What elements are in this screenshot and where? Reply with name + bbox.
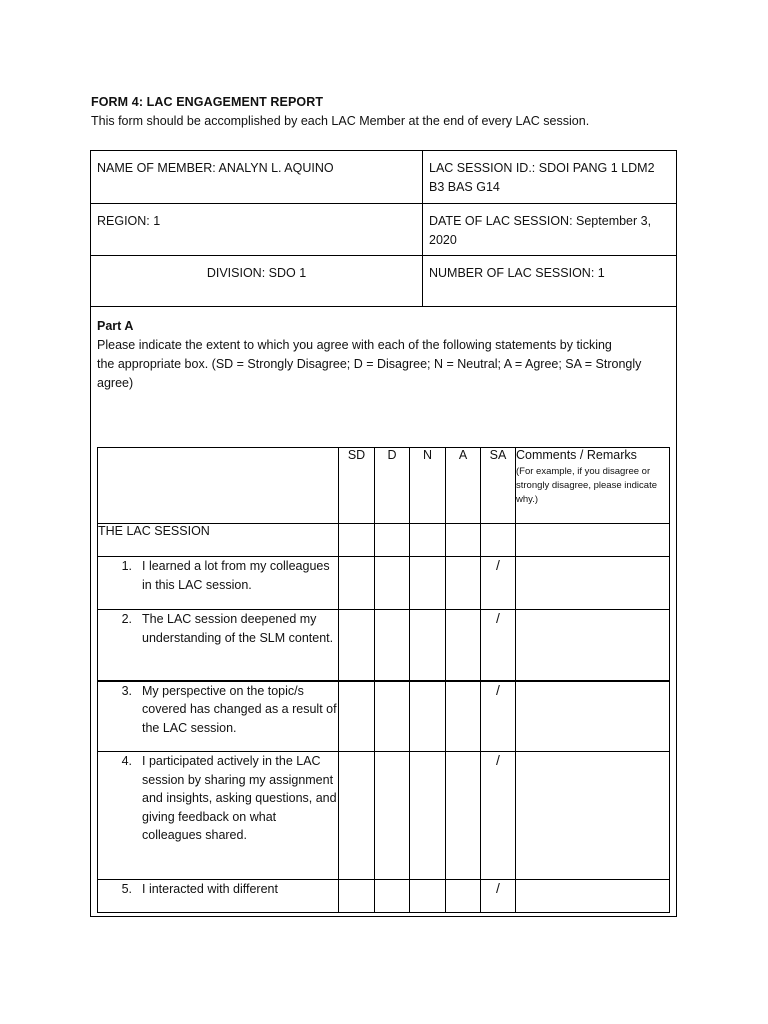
statement-cell	[98, 752, 339, 880]
info-row-1	[91, 151, 676, 204]
table-row	[98, 557, 670, 610]
tick-mark: /	[481, 752, 516, 880]
item-text: I learned a lot from my colleagues in this LAC session.	[142, 559, 330, 592]
section-row	[98, 524, 670, 557]
statement-cell	[98, 681, 339, 752]
rating-table	[97, 447, 670, 913]
rating-cell	[375, 610, 410, 681]
tick-mark: /	[481, 880, 516, 913]
part-a-title: Part A	[97, 319, 134, 333]
rating-cell	[410, 524, 446, 557]
rating-cell	[339, 557, 375, 610]
rating-cell	[339, 880, 375, 913]
rating-cell	[375, 681, 410, 752]
form-instructions: This form should be accomplished by each LAC Member at the end of every LAC session.	[91, 114, 590, 128]
table-row	[98, 610, 670, 681]
scale-header-n: N	[410, 448, 446, 524]
remarks-cell	[516, 610, 670, 681]
rating-cell	[446, 557, 481, 610]
table-row	[98, 681, 670, 752]
section-label: THE LAC SESSION	[98, 524, 339, 557]
tick-mark: /	[481, 681, 516, 752]
region-field: REGION: 1	[91, 204, 423, 255]
remarks-cell	[516, 880, 670, 913]
item-number: 5.	[121, 882, 132, 896]
form-title: FORM 4: LAC ENGAGEMENT REPORT	[91, 95, 324, 109]
rating-cell	[339, 752, 375, 880]
table-row	[98, 880, 670, 913]
scale-header-sa: SA	[481, 448, 516, 524]
session-date-field: DATE OF LAC SESSION: September 3, 2020	[429, 214, 652, 247]
division-field: DIVISION: SDO 1	[91, 256, 423, 306]
item-text: The LAC session deepened my understanding of the SLM content.	[142, 612, 334, 645]
rating-cell	[410, 752, 446, 880]
remarks-cell	[516, 524, 670, 557]
item-text: I participated actively in the LAC session by sharing my assignment and insights, asking questions, and giving feedback on what colleagues shared.	[142, 754, 337, 842]
item-text: I interacted with different	[142, 882, 278, 896]
member-name-field: NAME OF MEMBER: ANALYN L. AQUINO	[91, 151, 423, 203]
table-row	[98, 752, 670, 880]
remarks-title: Comments / Remarks	[516, 448, 637, 462]
statement-cell	[98, 557, 339, 610]
item-number: 2.	[121, 612, 132, 626]
item-number: 4.	[121, 754, 132, 768]
session-number-field: NUMBER OF LAC SESSION: 1	[429, 266, 605, 280]
item-number: 1.	[121, 559, 132, 573]
info-row-3	[91, 256, 676, 307]
scale-header-a: A	[446, 448, 481, 524]
remarks-cell	[516, 681, 670, 752]
rating-cell	[375, 557, 410, 610]
statement-header-cell	[98, 448, 339, 524]
scale-header-d: D	[375, 448, 410, 524]
part-a-section	[97, 317, 657, 393]
info-row-2	[91, 204, 676, 256]
session-id-field: LAC SESSION ID.: SDOI PANG 1 LDM2 B3 BAS G14	[429, 161, 655, 194]
rating-cell	[446, 752, 481, 880]
rating-cell	[375, 880, 410, 913]
rating-cell	[446, 681, 481, 752]
rating-cell	[446, 610, 481, 681]
rating-cell	[339, 524, 375, 557]
rating-cell	[446, 524, 481, 557]
scale-header-sd: SD	[339, 448, 375, 524]
rating-cell	[410, 880, 446, 913]
rating-cell	[446, 880, 481, 913]
item-number: 3.	[121, 683, 132, 698]
item-text: My perspective on the topic/s covered has changed as a result of the LAC session.	[142, 683, 337, 735]
rating-cell	[481, 524, 516, 557]
tick-mark: /	[481, 557, 516, 610]
remarks-cell	[516, 557, 670, 610]
rating-cell	[410, 610, 446, 681]
remarks-cell	[516, 752, 670, 880]
remarks-note: (For example, if you disagree or strongly disagree, please indicate why.)	[516, 466, 658, 505]
tick-mark: /	[481, 610, 516, 681]
rating-cell	[410, 557, 446, 610]
statement-cell	[98, 610, 339, 681]
rating-cell	[375, 752, 410, 880]
remarks-header	[516, 448, 670, 524]
rating-cell	[339, 681, 375, 752]
rating-cell	[375, 524, 410, 557]
report-form-box	[90, 150, 677, 917]
table-header-row	[98, 448, 670, 524]
part-a-instructions-line-1: Please indicate the extent to which you agree with each of the following statements by ticking	[97, 338, 612, 352]
rating-cell	[410, 681, 446, 752]
statement-cell	[98, 880, 339, 913]
rating-cell	[339, 610, 375, 681]
part-a-instructions-line-2: the appropriate box. (SD = Strongly Disagree; D = Disagree; N = Neutral; A = Agree; SA = Strongly agree)	[97, 357, 642, 390]
